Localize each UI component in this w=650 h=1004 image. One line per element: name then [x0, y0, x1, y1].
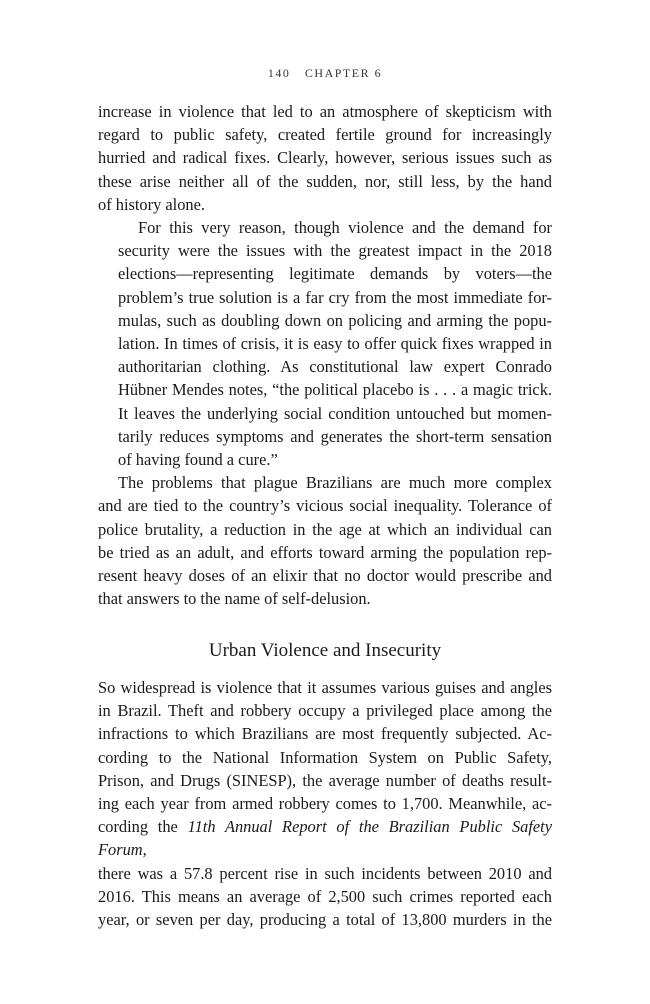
text-line: mulas, such as doubling down on policing and arming the popu- [118, 310, 552, 330]
text-line: resent heavy doses of an elixir that no doctor would prescribe and [98, 566, 552, 586]
text-line: 2016. This means an average of 2,500 such crimes reported each [98, 886, 552, 906]
text-line: elections—representing legitimate demands by voters—the [118, 264, 552, 284]
running-head [0, 66, 650, 81]
text-line: cording to the National Information System on Public Safety, [98, 747, 552, 767]
text-line-with-title [98, 815, 552, 861]
text-line: and are tied to the country’s vicious social inequality. Tolerance of [98, 496, 552, 516]
text-line: there was a 57.8 percent rise in such incidents between 2010 and [98, 863, 552, 883]
text-line: be tried as an adult, and efforts toward arming the population rep- [98, 542, 552, 562]
text-line: hurried and radical fixes. Clearly, however, serious issues such as [98, 148, 552, 168]
text-line: ing each year from armed robbery comes to 1,700. Meanwhile, ac- [98, 794, 552, 814]
text-line: increase in violence that led to an atmosphere of skepticism with [98, 102, 552, 121]
line-prefix: cording the [98, 817, 188, 837]
text-line: in Brazil. Theft and robbery occupy a privileged place among the [98, 701, 552, 721]
text-line: authoritarian clothing. As constitutional law expert Conrado [118, 357, 552, 377]
text-line: lation. In times of crisis, it is easy to offer quick fixes wrapped in [118, 334, 552, 354]
text-line: The problems that plague Brazilians are much more complex [118, 473, 552, 493]
text-line: that answers to the name of self-delusion. [98, 589, 371, 609]
text-line: regard to public safety, created fertile ground for increasingly [98, 125, 552, 145]
text-line: infractions to which Brazilians are most frequently subjected. Ac- [98, 724, 552, 744]
text-line: For this very reason, though violence and the demand for [138, 218, 552, 238]
paragraph-1 [98, 100, 552, 216]
section-heading: Urban Violence and Insecurity [208, 640, 442, 661]
text-line: Prison, and Drugs (SINESP), the average number of deaths result- [98, 770, 552, 790]
text-line: problem’s true solution is a far cry from the most immediate for- [118, 287, 552, 307]
report-title: 11th Annual Report of the Brazilian Public Safety Forum, [98, 817, 553, 860]
text-line: tarily reduces symptoms and generates the short-term sensation [118, 426, 552, 446]
text-line: year, or seven per day, producing a total of 13,800 murders in the [98, 910, 552, 930]
text-line: It leaves the underlying social condition untouched but momen- [118, 403, 552, 423]
text-line: of having found a cure.” [118, 450, 278, 470]
text-line: police brutality, a reduction in the age at which an individual can [98, 519, 552, 539]
body-text [98, 100, 552, 610]
chapter-label: CHAPTER 6 [304, 66, 383, 80]
text-line: So widespread is violence that it assumes various guises and angles [98, 678, 552, 697]
page-number: 140 [267, 66, 291, 80]
text-line: of history alone. [98, 194, 205, 214]
text-line: security were the issues with the greatest impact in the 2018 [118, 241, 552, 261]
text-line: Hübner Mendes notes, “the political placebo is . . . a magic trick. [118, 380, 552, 400]
paragraph-2 [98, 216, 552, 471]
paragraph-4 [98, 676, 552, 931]
text-line: these arise neither all of the sudden, nor, still less, by the hand [98, 171, 552, 191]
paragraph-3 [98, 471, 552, 610]
section-body-text [98, 676, 552, 931]
